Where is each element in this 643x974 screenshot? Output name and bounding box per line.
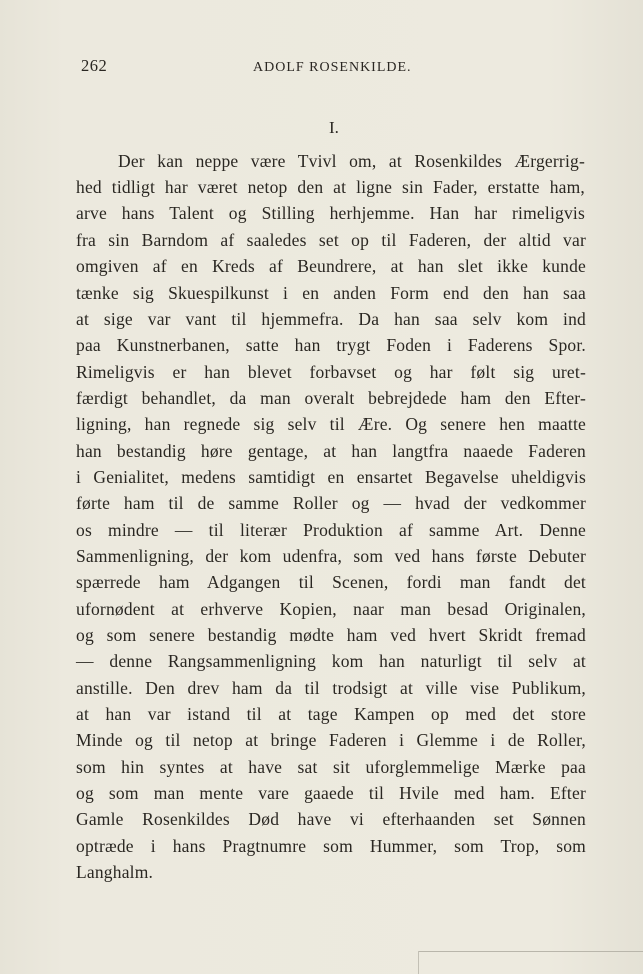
- section-number: I.: [329, 118, 339, 137]
- text-line: — denne Rangsammenligning kom han naturligt til selv at: [76, 651, 586, 671]
- text-line: Sammenligning, der kom udenfra, som ved hans første Debuter: [76, 546, 586, 566]
- text-line: Langhalm.: [76, 862, 154, 882]
- text-line: spærrede ham Adgangen til Scenen, fordi man fandt det: [76, 572, 586, 592]
- text-line: og som man mente vare gaaede til Hvile med ham. Efter: [76, 783, 586, 803]
- text-line: ligning, han regnede sig selv til Ære. Og senere hen maatte: [76, 414, 586, 434]
- text-line: og som senere bestandig mødte ham ved hvert Skridt fremad: [76, 625, 586, 645]
- text-line: at han var istand til at tage Kampen op med det store: [76, 704, 586, 724]
- text-line: i Genialitet, medens samtidigt en ensartet Begavelse uheldigvis: [76, 467, 586, 487]
- text-line: omgiven af en Kreds af Beundrere, at han slet ikke kunde: [76, 256, 586, 276]
- text-line: arve hans Talent og Stilling herhjemme. Han har rimeligvis: [76, 203, 585, 223]
- text-line: ufornødent at erhverve Kopien, naar man besad Originalen,: [76, 599, 586, 619]
- text-line: optræde i hans Pragtnumre som Hummer, som Trop, som: [76, 836, 586, 856]
- page-number: 262: [81, 56, 108, 75]
- text-line: færdigt behandlet, da man overalt bebrejdede ham den Efter-: [76, 388, 586, 408]
- text-line: Minde og til netop at bringe Faderen i Glemme i de Roller,: [76, 730, 586, 750]
- running-head: ADOLF ROSENKILDE.: [253, 60, 412, 75]
- scan-edge-tick: [418, 951, 419, 974]
- text-line: Der kan neppe være Tvivl om, at Rosenkildes Ærgerrig-: [118, 151, 585, 171]
- text-line: Rimeligvis er han blevet forbavset og har følt sig uret-: [76, 362, 586, 382]
- scan-edge-line: [418, 951, 643, 952]
- text-line: han bestandig høre gentage, at han langtfra naaede Faderen: [76, 441, 586, 461]
- text-line: førte ham til de samme Roller og — hvad der vedkommer: [76, 493, 586, 513]
- text-line: fra sin Barndom af saaledes set op til Faderen, der altid var: [76, 230, 586, 250]
- text-line: paa Kunstnerbanen, satte han trygt Foden i Faderens Spor.: [76, 335, 586, 355]
- text-line: hed tidligt har været netop den at ligne sin Fader, erstatte ham,: [76, 177, 585, 197]
- text-line: anstille. Den drev ham da til trodsigt at ville vise Publikum,: [76, 678, 586, 698]
- text-line: os mindre — til literær Produktion af samme Art. Denne: [76, 520, 586, 540]
- text-line: at sige var vant til hjemmefra. Da han saa selv kom ind: [76, 309, 586, 329]
- text-line: Gamle Rosenkildes Død have vi efterhaanden set Sønnen: [76, 809, 586, 829]
- text-line: tænke sig Skuespilkunst i en anden Form end den han saa: [76, 283, 586, 303]
- text-line: som hin syntes at have sat sit uforglemmelige Mærke paa: [76, 757, 586, 777]
